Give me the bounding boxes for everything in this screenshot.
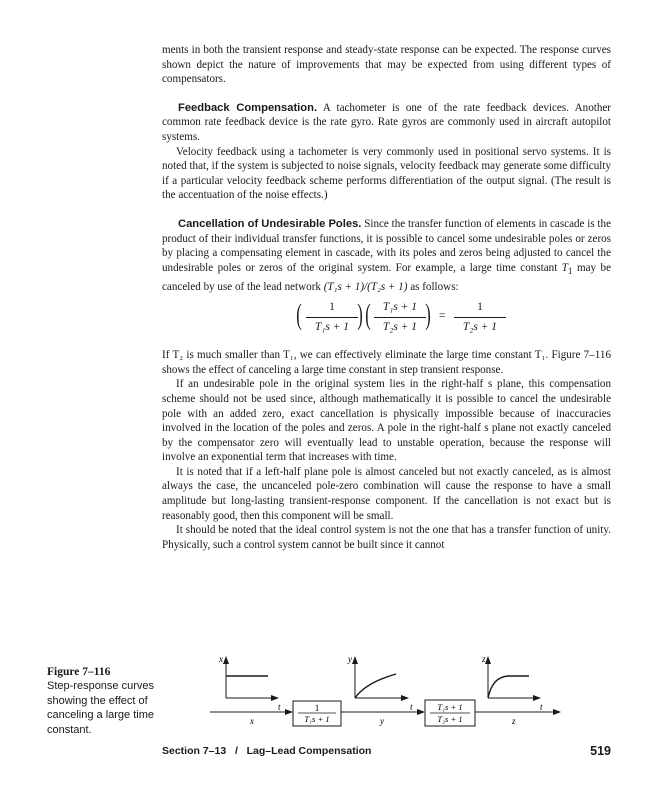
paragraph-left-half-plane: It is noted that if a left-half plane pole is almost canceled but not exactly canceled, as is almost always the case, the uncanceled pole-zero combination will cause the response to have a small amplitude but long-lasting transient-response component. If the cancellation is not exact but is reasonably good, then this component will be small. bbox=[162, 465, 611, 522]
lead-network-expression: (T₁s + 1)/(T₂s + 1) bbox=[323, 280, 408, 293]
rhs-numerator: 1 bbox=[454, 300, 506, 318]
right-paren-2: ) bbox=[425, 298, 431, 332]
plot2-y-label: y bbox=[348, 654, 352, 664]
page-number: 519 bbox=[590, 744, 611, 758]
paragraph-1: ments in both the transient response and steady-state response can be expected. The response curves shown depict the nature of improvements that may be expected from using different types of compensators. bbox=[162, 44, 611, 86]
figure-label: Figure 7–116 bbox=[47, 666, 111, 678]
heading-cancellation-of-undesirable-poles: Cancellation of Undesirable Poles. bbox=[178, 217, 362, 230]
rhs-denominator: T₂s + 1 bbox=[462, 320, 498, 333]
paragraph-right-half-plane: If an undesirable pole in the original system lies in the right-half s plane, this compensation scheme should not be used since, although mathematically it is possible to cancel the undesirable pole with an added zero, exact cancellation is physically impossible because of inaccuracies involved in the location of the poles and zeros. A pole in the right-half s plane not exactly canceled by the compensator zero will eventually lead to unstable operation, because the response will involve an exponential term that increases with time. bbox=[162, 378, 611, 464]
fraction-2-denominator: T₂s + 1 bbox=[382, 320, 418, 333]
signal-label-z: z bbox=[512, 716, 516, 726]
signal-label-y: y bbox=[380, 716, 384, 726]
page-footer bbox=[162, 745, 611, 757]
block2-denominator: T₂s + 1 bbox=[437, 714, 463, 724]
response-plot-y bbox=[347, 654, 413, 712]
cancellation-text-2: may be canceled by use of the lead network bbox=[162, 261, 612, 293]
paragraph-t2-smaller: If T₂ is much smaller than T₁, we can effectively eliminate the large time constant T₁. Figure 7–116 shows the effect of canceling a large time constant in step transient response. bbox=[162, 349, 611, 376]
cancellation-text-3: as follows: bbox=[407, 280, 459, 293]
plot2-response-curve bbox=[355, 674, 396, 698]
fraction-1-numerator: 1 bbox=[306, 300, 358, 318]
heading-feedback-compensation: Feedback Compensation. bbox=[178, 101, 318, 114]
fraction-2-numerator: T₁s + 1 bbox=[374, 300, 426, 318]
step-plot-x bbox=[218, 654, 281, 712]
block-diagram bbox=[210, 700, 560, 726]
footer-section-title: Section 7–13 / Lag–Lead Compensation bbox=[162, 745, 372, 757]
equals-sign: = bbox=[439, 310, 446, 323]
response-plot-z bbox=[481, 654, 543, 712]
plot3-y-label: z bbox=[482, 654, 486, 664]
block1-numerator: 1 bbox=[314, 703, 320, 713]
feedback-compensation-text: A tachometer is one of the rate feedback devices. Another common rate feedback device is the rate gyro. Rate gyros are commonly used in aircraft autopilot systems. bbox=[162, 101, 611, 143]
t1-symbol: T bbox=[561, 261, 568, 274]
plot2-x-label: t bbox=[410, 702, 413, 712]
t1-subscript: 1 bbox=[567, 266, 573, 277]
block2-numerator: T₁s + 1 bbox=[437, 702, 463, 712]
plot1-y-label: x bbox=[219, 654, 223, 664]
paragraph-ideal-control-system: It should be noted that the ideal control system is not the one that has a transfer function of unity. Physically, such a control system cannot be built since it cannot bbox=[162, 524, 611, 551]
left-paren: ( bbox=[296, 298, 302, 332]
plot3-x-label: t bbox=[540, 702, 543, 712]
signal-label-x: x bbox=[250, 716, 254, 726]
block1-denominator: T₁s + 1 bbox=[304, 714, 330, 724]
fraction-1-denominator: T₁s + 1 bbox=[314, 320, 350, 333]
paragraph-velocity-feedback: Velocity feedback using a tachometer is very commonly used in positional servo systems. It is noted that, if the system is subjected to noise signals, velocity feedback may generate some difficulty if a particular velocity feedback scheme performs differentiation of the output signal. (The result is the accentuation of the noise effects.) bbox=[162, 145, 611, 202]
figure-caption-text: Step-response curves showing the effect of canceling a large time constant. bbox=[47, 680, 155, 736]
right-paren: ) bbox=[357, 298, 363, 332]
plot3-response-curve bbox=[488, 676, 529, 698]
cancellation-text: Since the transfer function of elements in cascade is the product of their individual transfer functions, it is possible to cancel some undesirable poles or zeros by placing a compensating element in cascade, with its poles and zeros being adjusted to cancel the undesirable poles or zeros of the original system. For example, a large time constant bbox=[162, 217, 611, 274]
plot1-x-label: t bbox=[278, 702, 281, 712]
left-paren-2: ( bbox=[365, 298, 371, 332]
